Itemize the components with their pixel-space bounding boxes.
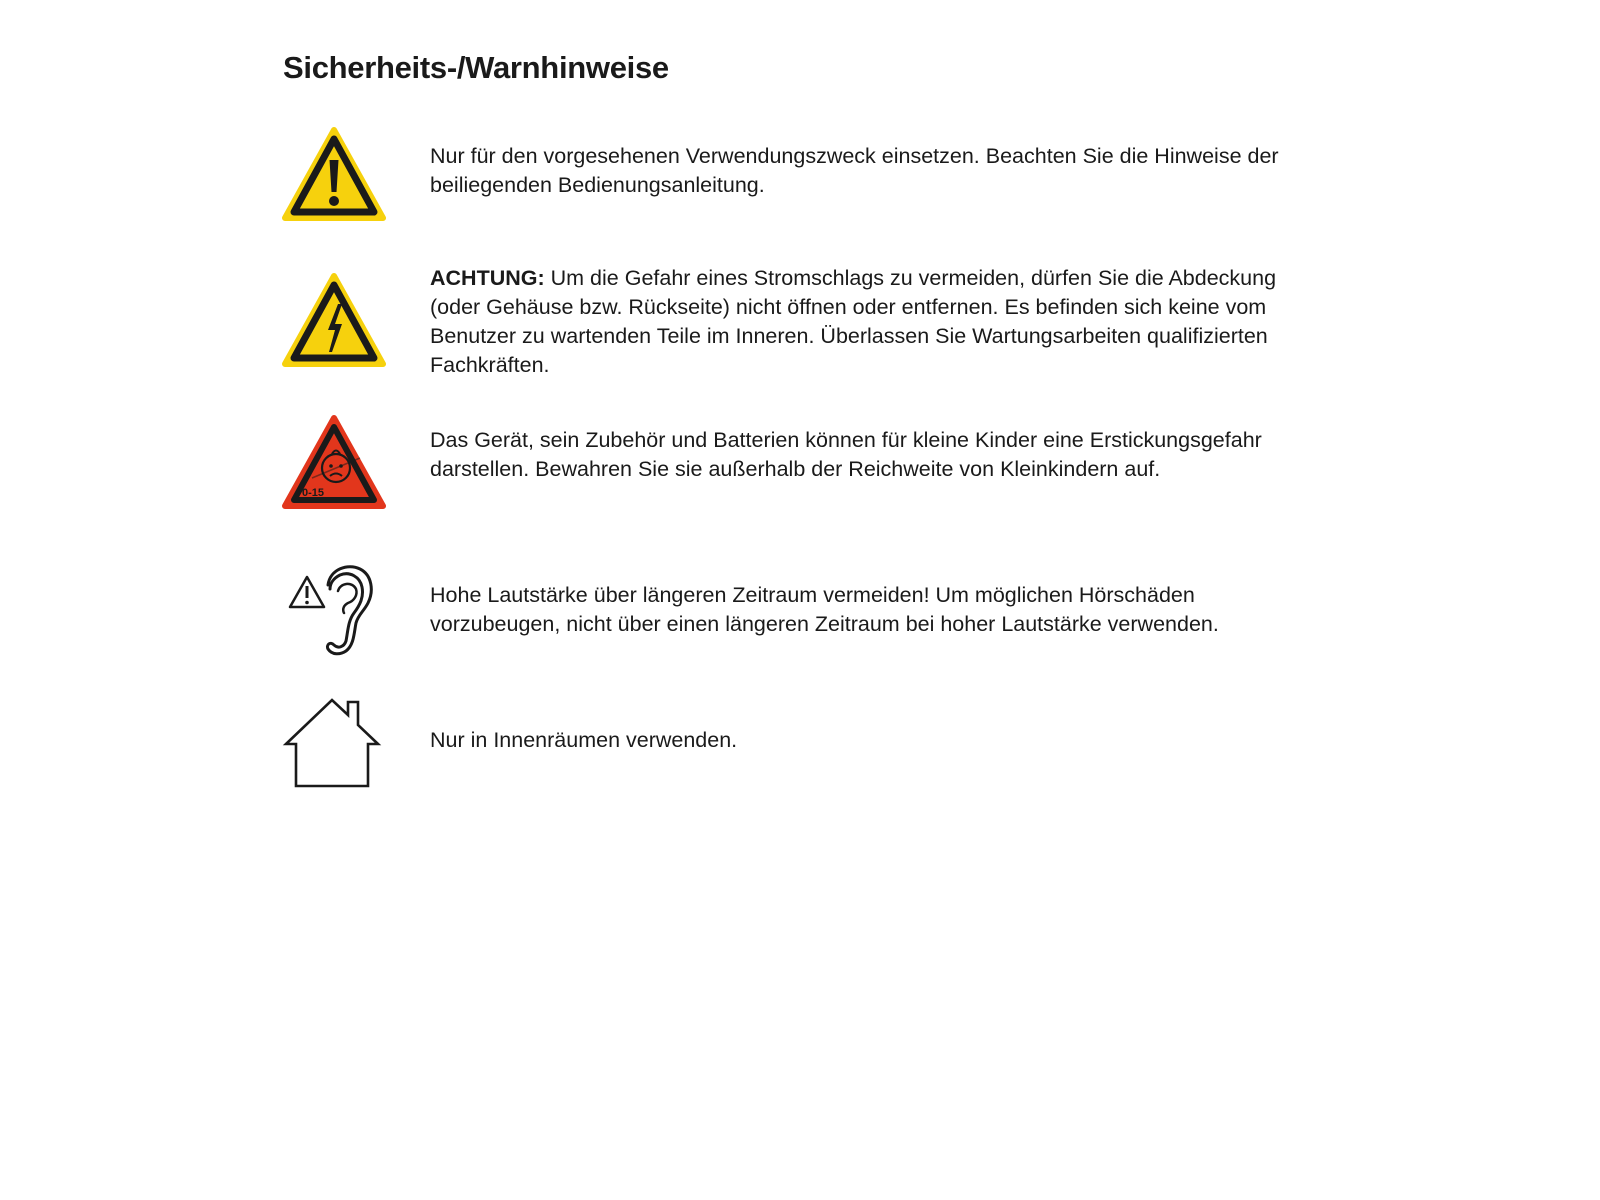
warning-label-achtung: ACHTUNG: (430, 266, 545, 290)
warning-text-electric-shock (430, 264, 1330, 380)
choking-hazard-icon (282, 414, 386, 514)
warning-text-indoor-use: Nur in Innenräumen verwenden. (430, 728, 738, 752)
indoor-use-only-icon (282, 690, 386, 790)
general-warning-icon (282, 126, 386, 226)
warning-body-electric-shock: Um die Gefahr eines Stromschlags zu vermeiden, dürfen Sie die Abdeckung (oder Gehäuse bzw. Rückseite) nicht öffnen oder entfernen. Es befinden sich keine vom Benutzer zu wartenden Teile im Inneren. Überlassen Sie Wartungsarbeiten qualifizierten Fachkräften. (430, 266, 1277, 377)
page-title: Sicherheits-/Warnhinweise (283, 50, 669, 85)
electric-shock-warning-icon (282, 272, 386, 372)
hearing-damage-icon (282, 561, 386, 661)
age-range-label: 0-15 (302, 487, 325, 499)
warning-text-choking-hazard: Das Gerät, sein Zubehör und Batterien können für kleine Kinder eine Erstickungsgefahr darstellen. Bewahren Sie sie außerhalb der Reichweite von Kleinkindern auf. (430, 428, 1262, 481)
warning-text-hearing-damage: Hohe Lautstärke über längeren Zeitraum vermeiden! Um möglichen Hörschäden vorzubeugen, nicht über einen längeren Zeitraum bei hoher Lautstärke verwenden. (430, 583, 1219, 636)
warning-text-general: Nur für den vorgesehenen Verwendungszweck einsetzen. Beachten Sie die Hinweise der beiliegenden Bedienungsanleitung. (430, 144, 1279, 197)
